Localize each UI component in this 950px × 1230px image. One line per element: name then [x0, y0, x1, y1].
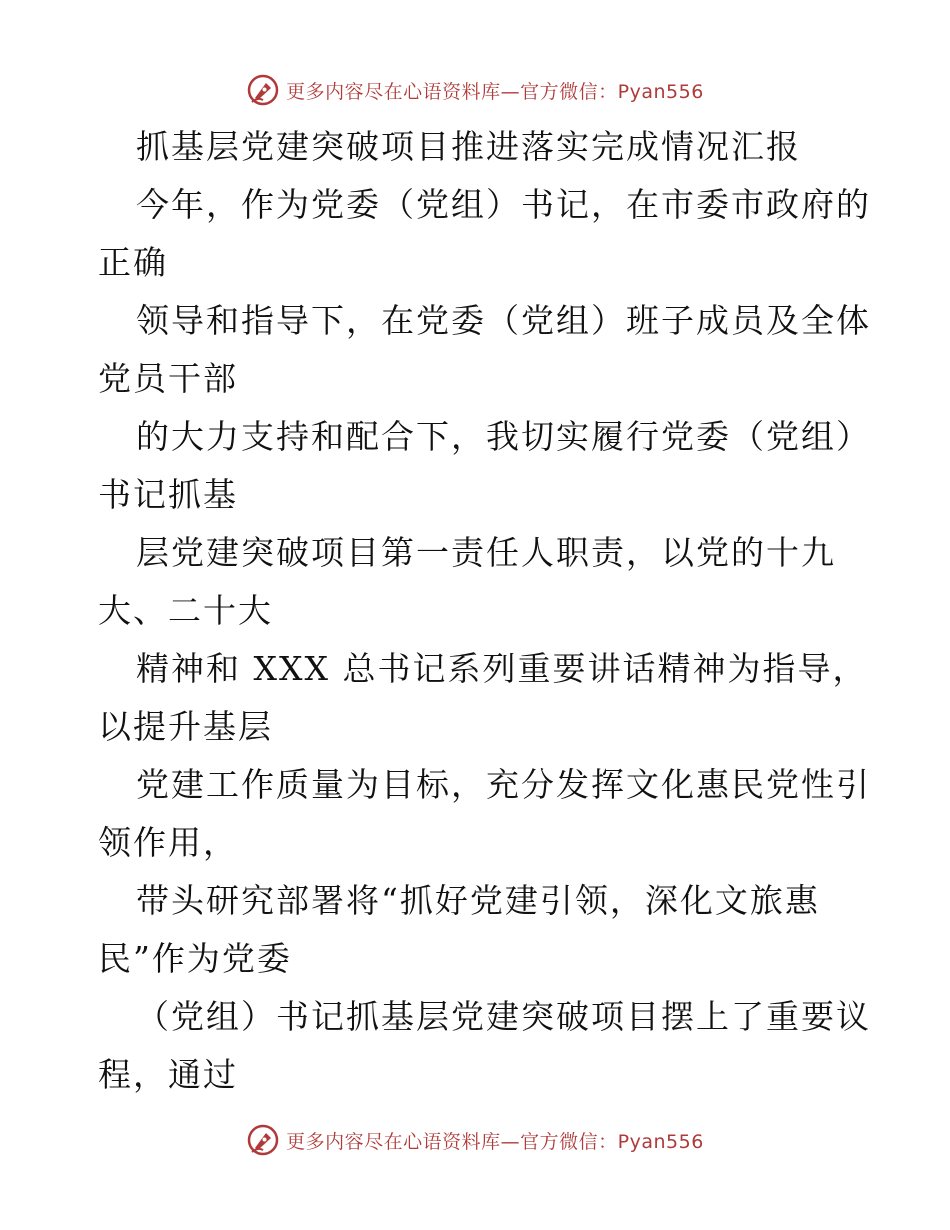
footer-banner-text: 更多内容尽在心语资料库—官方微信：Pyan556	[286, 1130, 704, 1153]
text-line: 民”作为党委	[98, 939, 292, 978]
text-line: 领导和指导下，在党委（党组）班子成员及全体	[136, 301, 871, 340]
text-line: 党员干部	[98, 359, 238, 398]
pen-nib-logo-icon	[246, 73, 280, 107]
footer-banner	[0, 1122, 950, 1158]
text-line: 以提升基层	[98, 707, 273, 746]
header-banner-text: 更多内容尽在心语资料库—官方微信：Pyan556	[286, 80, 704, 103]
text-line: 的大力支持和配合下，我切实履行党委（党组）	[136, 417, 871, 456]
header-banner	[0, 72, 950, 108]
text-line: 今年，作为党委（党组）书记，在市委市政府的	[136, 185, 871, 224]
text-line: 程，通过	[98, 1055, 238, 1094]
pen-nib-logo-icon	[246, 1123, 280, 1157]
text-line: 领作用，	[98, 823, 238, 862]
text-line: 书记抓基	[98, 475, 238, 514]
text-line: 大、二十大	[98, 591, 273, 630]
text-line: 带头研究部署将“抓好党建引领，深化文旅惠	[136, 881, 820, 920]
document-body	[98, 118, 871, 1104]
text-line: 党建工作质量为目标，充分发挥文化惠民党性引	[136, 765, 871, 804]
text-line: 层党建突破项目第一责任人职责，以党的十九	[136, 533, 836, 572]
text-line: 精神和 XXX 总书记系列重要讲话精神为指导，	[136, 649, 868, 688]
text-line: （党组）书记抓基层党建突破项目摆上了重要议	[136, 997, 871, 1036]
text-line: 正确	[98, 243, 168, 282]
text-line: 抓基层党建突破项目推进落实完成情况汇报	[136, 127, 801, 166]
